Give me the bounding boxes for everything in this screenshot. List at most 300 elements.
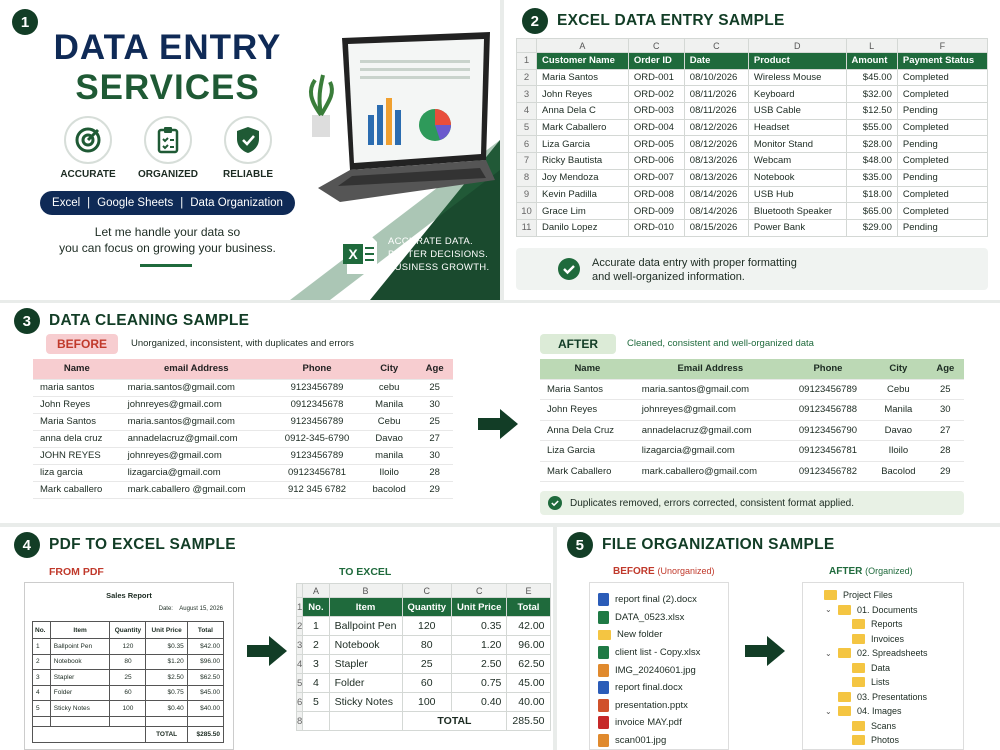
chevron-down-icon[interactable]: ⌄ <box>825 648 832 658</box>
folder-name: Scans <box>871 720 897 731</box>
table-header-row <box>297 598 551 617</box>
file-name: invoice MAY.pdf <box>615 717 682 729</box>
column-header: City <box>362 359 416 379</box>
table-cell: 0912-345-6790 <box>272 430 362 447</box>
table-cell: annadelacruz@gmail.com <box>635 420 786 441</box>
table-row <box>33 481 453 498</box>
after-label: AFTER (Organized) <box>829 566 913 577</box>
table-cell[interactable]: Grace Lim <box>537 203 629 220</box>
table-row <box>33 639 224 655</box>
table-cell[interactable]: 45.00 <box>507 674 550 693</box>
table-cell[interactable]: 4 <box>303 674 329 693</box>
table-cell[interactable]: Keyboard <box>748 86 846 103</box>
column-header: Email Address <box>635 359 786 379</box>
check-circle-icon <box>548 496 562 510</box>
table-cell: 29 <box>927 461 964 482</box>
table-row <box>33 654 224 670</box>
before-label: BEFORE (Unorganized) <box>613 566 715 577</box>
section-number: 5 <box>567 532 593 558</box>
table-cell[interactable]: ORD-002 <box>628 86 684 103</box>
table-row <box>517 119 988 136</box>
total-value[interactable]: 285.50 <box>507 712 550 731</box>
table-cell[interactable]: Danilo Lopez <box>537 219 629 236</box>
table-cell[interactable]: 08/13/2026 <box>684 169 748 186</box>
after-label: AFTER <box>540 334 616 354</box>
table-cell[interactable]: Pending <box>897 136 987 153</box>
table-cell[interactable]: 1.20 <box>452 636 507 655</box>
table-cell[interactable]: John Reyes <box>537 86 629 103</box>
table-cell: 4 <box>33 685 51 701</box>
excel-sample-panel <box>504 0 1000 300</box>
row-number[interactable]: 1 <box>297 598 303 617</box>
table-header-row <box>540 359 964 379</box>
table-cell[interactable]: Maria Santos <box>537 69 629 86</box>
column-letters-row <box>517 39 988 53</box>
file-item[interactable] <box>598 679 728 697</box>
column-letter[interactable]: D <box>748 39 846 53</box>
table-row <box>297 636 551 655</box>
table-cell[interactable]: Mark Caballero <box>537 119 629 136</box>
table-cell[interactable]: 2.50 <box>452 655 507 674</box>
table-cell[interactable]: 08/10/2026 <box>684 69 748 86</box>
table-cell[interactable]: Completed <box>897 86 987 103</box>
table-cell[interactable]: Pending <box>897 219 987 236</box>
folder-name: Photos <box>871 735 900 746</box>
table-cell[interactable]: ORD-004 <box>628 119 684 136</box>
table-cell[interactable]: 5 <box>303 693 329 712</box>
row-number[interactable]: 11 <box>517 219 537 236</box>
check-circle-icon <box>558 258 580 280</box>
column-header: email Address <box>121 359 272 379</box>
folder-name: Project Files <box>843 590 893 601</box>
folder-name: 01. Documents <box>857 604 918 615</box>
table-cell: johnreyes@gmail.com <box>121 447 272 464</box>
table-cell[interactable]: $45.00 <box>846 69 897 86</box>
column-letter[interactable]: F <box>897 39 987 53</box>
table-cell[interactable]: 100 <box>402 693 452 712</box>
tool-google-sheets: Google Sheets <box>97 197 174 209</box>
column-letter[interactable]: C <box>628 39 684 53</box>
table-cell[interactable]: Completed <box>897 153 987 170</box>
row-number[interactable]: 3 <box>297 636 303 655</box>
table-cell: Anna Dela Cruz <box>540 420 635 441</box>
after-table <box>540 359 964 482</box>
table-cell: 25 <box>927 379 964 400</box>
file-item[interactable] <box>598 697 728 715</box>
column-letter[interactable]: C <box>684 39 748 53</box>
table-cell: liza garcia <box>33 464 121 481</box>
section-title: FILE ORGANIZATION SAMPLE <box>602 536 835 553</box>
table-cell[interactable]: 60 <box>402 674 452 693</box>
table-cell[interactable]: ORD-003 <box>628 103 684 120</box>
table-cell: Maria Santos <box>33 413 121 430</box>
tree-folder[interactable] <box>811 661 963 676</box>
image-file-icon <box>598 734 609 747</box>
column-header[interactable]: Order ID <box>628 53 684 70</box>
row-number[interactable]: 5 <box>517 119 537 136</box>
row-number[interactable]: 2 <box>517 69 537 86</box>
table-cell: 25 <box>110 670 146 686</box>
file-item[interactable] <box>598 644 728 662</box>
table-cell[interactable]: ORD-009 <box>628 203 684 220</box>
file-name: IMG_20240601.jpg <box>615 664 696 676</box>
table-cell: maria.santos@gmail.com <box>635 379 786 400</box>
hero-panel <box>0 0 500 300</box>
table-cell: $45.00 <box>187 685 223 701</box>
table-cell[interactable]: Webcam <box>748 153 846 170</box>
table-cell: 100 <box>110 701 146 717</box>
folder-name: Data <box>871 662 891 673</box>
table-row <box>297 655 551 674</box>
table-cell[interactable]: 08/11/2026 <box>684 86 748 103</box>
table-header-row <box>33 359 453 379</box>
table-cell[interactable]: $32.00 <box>846 86 897 103</box>
table-cell[interactable]: 08/13/2026 <box>684 153 748 170</box>
table-row <box>517 136 988 153</box>
row-number[interactable]: 7 <box>517 153 537 170</box>
table-cell[interactable]: Monitor Stand <box>748 136 846 153</box>
column-header: Age <box>416 359 453 379</box>
table-cell[interactable]: 25 <box>402 655 452 674</box>
table-cell[interactable]: 40.00 <box>507 693 550 712</box>
table-cell[interactable]: 08/15/2026 <box>684 219 748 236</box>
table-row <box>517 169 988 186</box>
tree-folder[interactable] <box>811 646 963 661</box>
table-cell: Davao <box>870 420 927 441</box>
table-cell[interactable]: $55.00 <box>846 119 897 136</box>
row-number[interactable]: 9 <box>517 186 537 203</box>
table-cell[interactable]: Sticky Notes <box>329 693 402 712</box>
before-table <box>33 359 453 499</box>
table-cell: $96.00 <box>187 654 223 670</box>
table-cell: manila <box>362 447 416 464</box>
table-cell[interactable]: $65.00 <box>846 203 897 220</box>
row-number[interactable]: 6 <box>297 693 303 712</box>
word-file-icon <box>598 593 609 606</box>
table-cell: mark.caballero @gmail.com <box>121 481 272 498</box>
table-cell: Cebu <box>362 413 416 430</box>
section-number: 3 <box>14 308 40 334</box>
table-cell: 27 <box>927 420 964 441</box>
feature-reliable <box>213 116 283 180</box>
table-cell: Iloilo <box>362 464 416 481</box>
arrow-right-icon <box>745 636 785 666</box>
section-number: 2 <box>522 8 548 34</box>
column-header[interactable]: Date <box>684 53 748 70</box>
table-cell[interactable]: Liza Garcia <box>537 136 629 153</box>
table-cell[interactable]: $28.00 <box>846 136 897 153</box>
table-cell[interactable]: $18.00 <box>846 186 897 203</box>
section-number: 4 <box>14 532 40 558</box>
table-cell[interactable]: ORD-006 <box>628 153 684 170</box>
table-cell[interactable]: Completed <box>897 69 987 86</box>
column-header[interactable]: Quantity <box>402 598 452 617</box>
table-cell: 25 <box>416 413 453 430</box>
unorganized-file-list <box>589 582 729 750</box>
table-cell: 09123456788 <box>786 400 870 421</box>
table-cell[interactable]: $29.00 <box>846 219 897 236</box>
table-cell: 5 <box>33 701 51 717</box>
column-letter[interactable]: A <box>537 39 629 53</box>
table-row <box>540 420 964 441</box>
table-cell[interactable]: USB Cable <box>748 103 846 120</box>
table-cell: 28 <box>416 464 453 481</box>
chevron-down-icon[interactable]: ⌄ <box>825 605 832 615</box>
table-cell[interactable]: 08/12/2026 <box>684 136 748 153</box>
table-cell: $0.40 <box>146 701 187 717</box>
pdf-file-icon <box>598 716 609 729</box>
table-cell[interactable]: Completed <box>897 186 987 203</box>
file-name: New folder <box>617 629 663 641</box>
before-description: Unorganized, inconsistent, with duplicates and errors <box>131 338 354 349</box>
row-number[interactable]: 6 <box>517 136 537 153</box>
tree-folder[interactable] <box>811 690 963 705</box>
table-cell[interactable]: Folder <box>329 674 402 693</box>
table-cell: Manila <box>870 400 927 421</box>
row-number[interactable]: 5 <box>297 674 303 693</box>
table-cell[interactable]: Completed <box>897 203 987 220</box>
column-header: Phone <box>786 359 870 379</box>
table-cell[interactable]: 96.00 <box>507 636 550 655</box>
row-number[interactable]: 2 <box>297 617 303 636</box>
tree-folder[interactable] <box>811 719 963 734</box>
to-excel-label: TO EXCEL <box>339 566 392 578</box>
plant-icon <box>311 75 332 137</box>
report-title: Sales Report <box>106 591 152 600</box>
table-cell: 9123456789 <box>272 413 362 430</box>
row-number[interactable]: 4 <box>517 103 537 120</box>
column-header[interactable]: Item <box>329 598 402 617</box>
table-cell: 29 <box>416 481 453 498</box>
table-cell: lizagarcia@gmail.com <box>635 441 786 462</box>
column-header[interactable]: Total <box>507 598 550 617</box>
table-cell[interactable]: $12.50 <box>846 103 897 120</box>
column-header[interactable]: Payment Status <box>897 53 987 70</box>
column-header[interactable]: Product <box>748 53 846 70</box>
table-cell[interactable]: ORD-010 <box>628 219 684 236</box>
table-cell: 0912345678 <box>272 396 362 413</box>
table-cell[interactable]: Notebook <box>329 636 402 655</box>
promo-text: ACCURATE DATA. BETTER DECISIONS. BUSINESS GROWTH. <box>388 236 490 273</box>
divider <box>140 264 192 267</box>
section-title: EXCEL DATA ENTRY SAMPLE <box>557 12 785 29</box>
excel-file-icon <box>598 646 609 659</box>
table-cell[interactable]: 3 <box>303 655 329 674</box>
table-row <box>33 670 224 686</box>
tool-excel: Excel <box>52 197 81 209</box>
table-cell[interactable]: Kevin Padilla <box>537 186 629 203</box>
folder-name: 02. Spreadsheets <box>857 648 928 659</box>
tree-folder[interactable] <box>811 733 963 748</box>
column-header[interactable]: Unit Price <box>452 598 507 617</box>
pdf-panel <box>0 527 553 750</box>
converted-excel-table <box>296 583 551 731</box>
arrow-right-icon <box>247 636 287 666</box>
table-cell[interactable]: Notebook <box>748 169 846 186</box>
table-cell: 60 <box>110 685 146 701</box>
excel-table <box>516 38 988 237</box>
column-header[interactable]: Customer Name <box>537 53 629 70</box>
table-row <box>297 674 551 693</box>
folder-icon <box>838 605 851 615</box>
table-cell[interactable]: 1 <box>303 617 329 636</box>
word-file-icon <box>598 681 609 694</box>
table-cell[interactable]: 0.35 <box>452 617 507 636</box>
folder-icon <box>838 706 851 716</box>
table-cell[interactable]: 62.50 <box>507 655 550 674</box>
after-description: Cleaned, consistent and well-organized data <box>627 338 814 349</box>
table-row <box>517 86 988 103</box>
table-cell: 30 <box>927 400 964 421</box>
file-name: report final (2).docx <box>615 594 697 606</box>
chevron-down-icon[interactable]: ⌄ <box>825 706 832 716</box>
folder-name: 04. Images <box>857 706 902 717</box>
table-cell[interactable]: Pending <box>897 103 987 120</box>
table-cell: johnreyes@gmail.com <box>635 400 786 421</box>
table-cell: annadelacruz@gmail.com <box>121 430 272 447</box>
table-cell: Liza Garcia <box>540 441 635 462</box>
tree-folder[interactable] <box>811 588 963 603</box>
table-row <box>517 219 988 236</box>
column-letter[interactable]: L <box>846 39 897 53</box>
table-cell[interactable]: Pending <box>897 169 987 186</box>
tree-folder[interactable] <box>811 632 963 647</box>
table-cell: Mark caballero <box>33 481 121 498</box>
table-cell: Ballpoint Pen <box>50 639 110 655</box>
section-number: 1 <box>12 9 38 35</box>
file-item[interactable] <box>598 732 728 750</box>
table-cell: 30 <box>416 447 453 464</box>
table-cell: John Reyes <box>33 396 121 413</box>
table-cell[interactable]: 80 <box>402 636 452 655</box>
table-cell[interactable]: Ballpoint Pen <box>329 617 402 636</box>
table-cell[interactable]: 08/14/2026 <box>684 203 748 220</box>
table-cell: 9123456789 <box>272 447 362 464</box>
file-item[interactable] <box>598 591 728 609</box>
tree-folder[interactable] <box>811 603 963 618</box>
table-cell[interactable]: 2 <box>303 636 329 655</box>
table-cell: $40.00 <box>187 701 223 717</box>
table-cell[interactable]: Headset <box>748 119 846 136</box>
target-icon <box>74 126 102 154</box>
folder-icon <box>852 721 865 731</box>
table-cell[interactable]: ORD-001 <box>628 69 684 86</box>
row-number[interactable]: 1 <box>517 53 537 70</box>
total-row: TOTAL $285.50 <box>33 726 224 742</box>
table-row <box>517 103 988 120</box>
folder-name: Invoices <box>871 633 905 644</box>
column-header[interactable]: No. <box>303 598 329 617</box>
table-cell[interactable]: 120 <box>402 617 452 636</box>
column-header[interactable]: Amount <box>846 53 897 70</box>
table-cell[interactable]: 08/11/2026 <box>684 103 748 120</box>
file-item[interactable] <box>598 609 728 627</box>
file-item[interactable] <box>598 661 728 679</box>
row-number[interactable]: 4 <box>297 655 303 674</box>
table-row <box>517 69 988 86</box>
file-name: presentation.pptx <box>615 699 688 711</box>
tagline-line1: Let me handle your data so <box>94 225 241 239</box>
column-header: City <box>870 359 927 379</box>
table-cell[interactable]: Anna Dela C <box>537 103 629 120</box>
row-number[interactable]: 8 <box>297 712 303 731</box>
table-row <box>33 464 453 481</box>
pdf-table <box>32 621 224 743</box>
folder-icon <box>838 648 851 658</box>
folder-icon <box>852 663 865 673</box>
from-pdf-label: FROM PDF <box>49 566 104 578</box>
section-header <box>14 532 236 558</box>
table-cell[interactable]: Completed <box>897 119 987 136</box>
folder-icon <box>838 692 851 702</box>
table-row <box>33 430 453 447</box>
table-cell: Notebook <box>50 654 110 670</box>
tagline-line2: you can focus on growing your business. <box>59 241 276 255</box>
table-cell[interactable]: Joy Mendoza <box>537 169 629 186</box>
table-cell: $1.20 <box>146 654 187 670</box>
file-item[interactable] <box>598 626 728 644</box>
table-row <box>297 617 551 636</box>
table-cell[interactable]: $35.00 <box>846 169 897 186</box>
section-title: PDF TO EXCEL SAMPLE <box>49 536 236 553</box>
table-cell[interactable]: 42.00 <box>507 617 550 636</box>
table-cell[interactable]: ORD-008 <box>628 186 684 203</box>
arrow-right-icon <box>478 409 518 439</box>
table-cell[interactable]: 08/12/2026 <box>684 119 748 136</box>
table-cell[interactable]: $48.00 <box>846 153 897 170</box>
table-cell[interactable]: ORD-007 <box>628 169 684 186</box>
table-cell: John Reyes <box>540 400 635 421</box>
total-row <box>297 712 551 731</box>
file-item[interactable] <box>598 714 728 732</box>
table-cell[interactable]: USB Hub <box>748 186 846 203</box>
table-cell[interactable]: 0.40 <box>452 693 507 712</box>
table-row <box>33 685 224 701</box>
table-cell[interactable]: 08/14/2026 <box>684 186 748 203</box>
excel-file-icon <box>598 611 609 624</box>
tree-folder[interactable] <box>811 704 963 719</box>
row-number[interactable]: 10 <box>517 203 537 220</box>
table-cell[interactable]: Power Bank <box>748 219 846 236</box>
table-row <box>33 447 453 464</box>
table-cell[interactable]: 0.75 <box>452 674 507 693</box>
row-number[interactable]: 8 <box>517 169 537 186</box>
table-cell[interactable]: ORD-005 <box>628 136 684 153</box>
table-cell: 09123456781 <box>786 441 870 462</box>
section-title: DATA CLEANING SAMPLE <box>49 312 250 329</box>
clipboard-icon <box>155 126 181 154</box>
table-cell: bacolod <box>362 481 416 498</box>
file-name: report final.docx <box>615 682 683 694</box>
total-label[interactable]: TOTAL <box>402 712 507 731</box>
table-cell: maria.santos@gmail.com <box>121 413 272 430</box>
row-number[interactable]: 3 <box>517 86 537 103</box>
tree-folder[interactable] <box>811 675 963 690</box>
table-cell: Iloilo <box>870 441 927 462</box>
file-name: scan001.jpg <box>615 735 667 747</box>
table-cell: 25 <box>416 379 453 396</box>
table-row <box>517 153 988 170</box>
table-cell: 28 <box>927 441 964 462</box>
section-header <box>14 308 249 334</box>
table-cell: 27 <box>416 430 453 447</box>
table-cell[interactable]: Ricky Bautista <box>537 153 629 170</box>
table-cell[interactable]: Bluetooth Speaker <box>748 203 846 220</box>
table-cell[interactable]: Wireless Mouse <box>748 69 846 86</box>
table-cell: Mark Caballero <box>540 461 635 482</box>
tree-folder[interactable] <box>811 617 963 632</box>
table-cell[interactable]: Stapler <box>329 655 402 674</box>
